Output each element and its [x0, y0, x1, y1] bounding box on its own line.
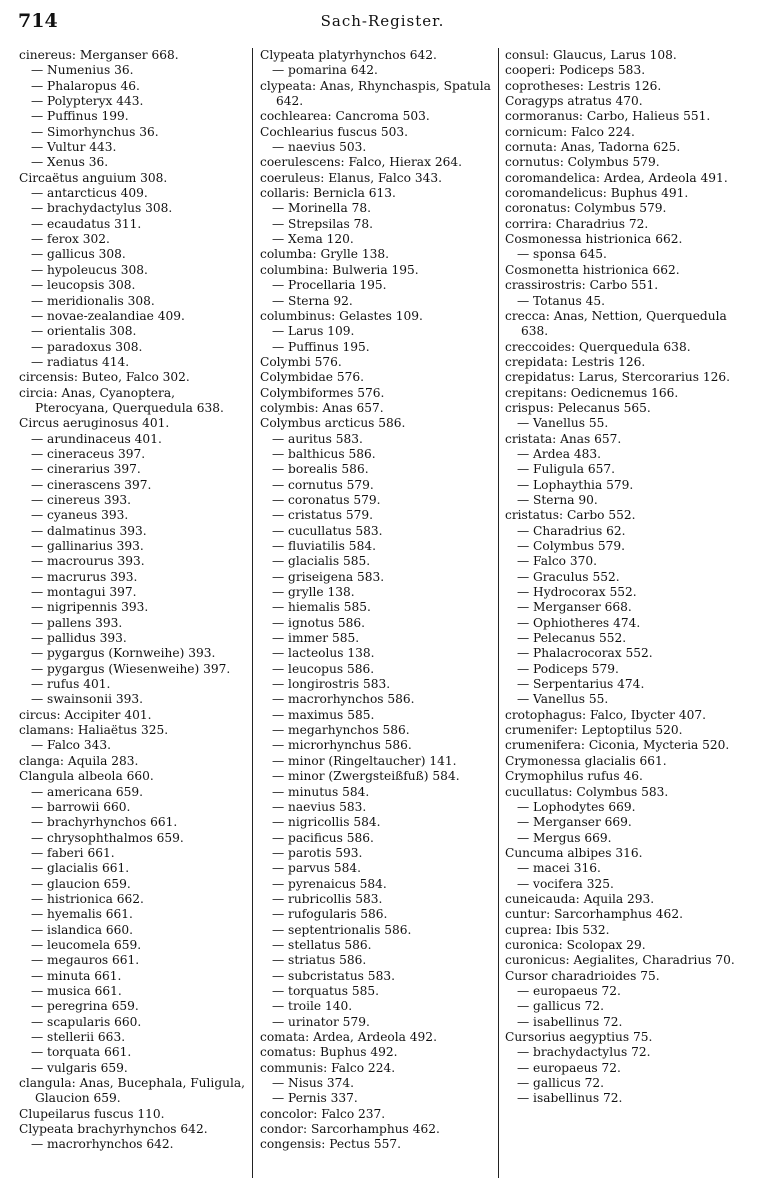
index-entry: — Colymbus 579.: [517, 539, 625, 553]
index-entry: — rufogularis 586.: [272, 907, 388, 922]
index-entry: — scapularis 660.: [31, 1014, 142, 1029]
index-entry: — hyemalis 661.: [31, 907, 133, 922]
index-entry: — balthicus 586.: [272, 446, 376, 461]
index-entry: cinereus: Merganser 668.: [19, 48, 179, 62]
index-entry: — urinator 579.: [272, 1014, 370, 1029]
index-entry: cochlearea: Cancroma 503.: [260, 109, 430, 124]
index-entry: curonica: Scolopax 29.: [505, 937, 646, 952]
index-entry: — Phalacrocorax 552.: [517, 646, 653, 661]
index-entry: — leucomela 659.: [31, 937, 142, 952]
index-entry: circus: Accipiter 401.: [19, 707, 152, 722]
column-divider: [252, 48, 253, 1178]
index-entry: — gallicus 72.: [517, 1076, 605, 1091]
index-entry: — pacificus 586.: [272, 830, 374, 845]
index-entry: collaris: Bernicla 613.: [260, 186, 396, 201]
column-divider: [498, 48, 499, 1178]
index-entry: coromandelica: Ardea, Ardeola 491.: [505, 170, 728, 185]
index-entry: — cornutus 579.: [272, 477, 374, 492]
index-entry: cornuta: Anas, Tadorna 625.: [505, 140, 681, 155]
index-entry: — Mergus 669.: [517, 830, 612, 845]
index-entry: — Numenius 36.: [31, 63, 134, 78]
page-number: 714: [18, 10, 58, 32]
index-entry: — leucopus 586.: [272, 661, 375, 676]
index-entry: — macrorhynchos 586.: [272, 692, 415, 707]
index-entry: consul: Glaucus, Larus 108.: [505, 48, 677, 62]
index-entry: Cosmonetta histrionica 662.: [505, 262, 680, 277]
index-entry: crumenifer: Leptoptilus 520.: [505, 723, 683, 738]
index-entry: coromandelicus: Buphus 491.: [505, 186, 689, 201]
index-entry: — ferox 302.: [31, 232, 110, 247]
index-entry: — troile 140.: [272, 999, 353, 1014]
index-entry: Cosmonessa histrionica 662.: [505, 232, 683, 247]
index-entry: — striatus 586.: [272, 953, 367, 968]
index-entry: — minutus 584.: [272, 784, 370, 799]
index-entry: — chrysophthalmos 659.: [31, 830, 184, 845]
index-entry: crumenifera: Ciconia, Mycteria 520.: [505, 738, 730, 753]
index-entry: cristatus: Carbo 552.: [505, 508, 636, 523]
index-entry: — lacteolus 138.: [272, 646, 375, 661]
index-entry: crepitans: Oedicnemus 166.: [505, 385, 679, 400]
index-entry: — peregrina 659.: [31, 999, 139, 1014]
index-entry: coeruleus: Elanus, Falco 343.: [260, 170, 442, 185]
index-entry: — gallicus 308.: [31, 247, 126, 262]
index-entry: — naevius 503.: [272, 140, 367, 155]
index-entry: Circus aeruginosus 401.: [19, 416, 170, 431]
index-entry: Cochlearius fuscus 503.: [260, 124, 408, 139]
index-entry: — macei 316.: [517, 861, 601, 876]
index-entry: — sponsa 645.: [517, 247, 607, 262]
index-entry: — naevius 583.: [272, 799, 367, 814]
index-entry: — maximus 585.: [272, 707, 375, 722]
index-entry: — leucopsis 308.: [31, 278, 136, 293]
index-entry: Crymophilus rufus 46.: [505, 769, 643, 784]
index-entry: — pygargus (Kornweihe) 393.: [31, 646, 216, 661]
index-entry: — cristatus 579.: [272, 508, 374, 523]
index-entry: — Graculus 552.: [517, 569, 620, 584]
index-entry: — macrurus 393.: [31, 569, 138, 584]
index-entry: — Vultur 443.: [31, 140, 117, 155]
index-entry: — Serpentarius 474.: [517, 677, 645, 692]
index-entry: comatus: Buphus 492.: [260, 1045, 398, 1060]
index-entry: — europaeus 72.: [517, 1060, 621, 1075]
index-entry: — antarcticus 409.: [31, 186, 148, 201]
index-entry: comata: Ardea, Ardeola 492.: [260, 1030, 437, 1044]
index-entry: Colymbi 576.: [260, 354, 342, 369]
index-entry: — musica 661.: [31, 983, 122, 998]
index-entry: crotophagus: Falco, Ibycter 407.: [505, 707, 707, 722]
index-entry: Cursor charadrioides 75.: [505, 968, 660, 983]
index-entry: — Sterna 90.: [517, 492, 598, 507]
index-entry: crassirostris: Carbo 551.: [505, 278, 659, 293]
index-entry: — torquatus 585.: [272, 983, 380, 998]
index-entry: — arundinaceus 401.: [31, 431, 162, 446]
index-entry: — minuta 661.: [31, 968, 122, 983]
index-entry: — brachyrhynchos 661.: [31, 815, 178, 830]
index-entry: — parotis 593.: [272, 845, 363, 860]
index-entry: — septentrionalis 586.: [272, 922, 412, 937]
index-entry: circensis: Buteo, Falco 302.: [19, 370, 190, 385]
index-entry: crecca: Anas, Nettion, Querquedula 638.: [505, 308, 727, 339]
index-entry: crepidata: Lestris 126.: [505, 354, 646, 369]
index-entry: — Falco 343.: [31, 738, 112, 753]
index-entry: — vulgaris 659.: [31, 1060, 128, 1075]
index-entry: — minor (Zwergsteißfuß) 584.: [272, 769, 460, 784]
index-entry: — isabellinus 72.: [517, 1091, 623, 1106]
index-entry: — macrourus 393.: [31, 554, 145, 569]
index-entry: — Simorhynchus 36.: [31, 124, 159, 139]
index-entry: — hiemalis 585.: [272, 600, 371, 615]
index-entry: — glacialis 585.: [272, 554, 371, 569]
index-entry: Clypeata brachyrhynchos 642.: [19, 1122, 208, 1137]
index-entry: — Podiceps 579.: [517, 661, 619, 676]
index-entry: Crymonessa glacialis 661.: [505, 753, 667, 768]
index-entry: coprotheses: Lestris 126.: [505, 78, 662, 93]
index-entry: — vocifera 325.: [517, 876, 614, 891]
index-entry: — Falco 370.: [517, 554, 598, 569]
index-entry: — immer 585.: [272, 631, 360, 646]
index-column-2: [260, 48, 492, 1153]
index-entry: congensis: Pectus 557.: [260, 1137, 401, 1152]
index-entry: — Larus 109.: [272, 324, 355, 339]
index-entry: — Morinella 78.: [272, 201, 371, 216]
index-entry: — subcristatus 583.: [272, 968, 395, 983]
index-entry: — histrionica 662.: [31, 891, 144, 906]
index-entry: — Fuligula 657.: [517, 462, 615, 477]
index-entry: condor: Sarcorhamphus 462.: [260, 1122, 440, 1137]
index-entry: — radiatus 414.: [31, 354, 130, 369]
index-entry: — megauros 661.: [31, 953, 140, 968]
index-entry: crepidatus: Larus, Stercorarius 126.: [505, 370, 731, 385]
index-entry: — borealis 586.: [272, 462, 369, 477]
index-entry: — americana 659.: [31, 784, 144, 799]
index-entry: — faberi 661.: [31, 845, 115, 860]
index-entry: — nigricollis 584.: [272, 815, 381, 830]
index-entry: Colymbidae 576.: [260, 370, 364, 385]
index-entry: — hypoleucus 308.: [31, 262, 148, 277]
index-entry: — megarhynchos 586.: [272, 723, 410, 738]
index-entry: — ecaudatus 311.: [31, 216, 142, 231]
page-header: [18, 10, 747, 38]
index-entry: — cineraceus 397.: [31, 446, 146, 461]
index-entry: cormoranus: Carbo, Halieus 551.: [505, 109, 711, 124]
index-entry: cornicum: Falco 224.: [505, 124, 635, 139]
index-entry: — macrorhynchos 642.: [31, 1137, 174, 1152]
index-entry: — cinerascens 397.: [31, 477, 152, 492]
index-entry: — Hydrocorax 552.: [517, 585, 637, 600]
index-entry: — longirostris 583.: [272, 677, 391, 692]
index-entry: — isabellinus 72.: [517, 1014, 623, 1029]
index-entry: — minor (Ringeltaucher) 141.: [272, 753, 457, 768]
index-entry: concolor: Falco 237.: [260, 1106, 386, 1121]
index-entry: — islandica 660.: [31, 922, 134, 937]
index-entry: — Vanellus 55.: [517, 416, 609, 431]
index-entry: cristata: Anas 657.: [505, 431, 622, 446]
index-entry: — Charadrius 62.: [517, 523, 626, 538]
index-entry: — pallidus 393.: [31, 631, 127, 646]
index-entry: — europaeus 72.: [517, 983, 621, 998]
index-entry: — Xema 120.: [272, 232, 354, 247]
index-entry: — swainsonii 393.: [31, 692, 144, 707]
index-entry: — paradoxus 308.: [31, 339, 143, 354]
index-entry: — Totanus 45.: [517, 293, 605, 308]
index-column-1: [19, 48, 247, 1153]
index-entry: — stellatus 586.: [272, 937, 372, 952]
index-entry: — montagui 397.: [31, 585, 137, 600]
index-entry: — auritus 583.: [272, 431, 363, 446]
index-entry: cornutus: Colymbus 579.: [505, 155, 660, 170]
index-entry: Clupeilarus fuscus 110.: [19, 1106, 165, 1121]
index-entry: — Xenus 36.: [31, 155, 109, 170]
index-entry: clypeata: Anas, Rhynchaspis, Spatula 642.: [260, 78, 491, 109]
index-entry: — Strepsilas 78.: [272, 216, 373, 231]
index-entry: cucullatus: Colymbus 583.: [505, 784, 669, 799]
index-entry: — dalmatinus 393.: [31, 523, 147, 538]
index-entry: — ignotus 586.: [272, 615, 365, 630]
index-entry: cooperi: Podiceps 583.: [505, 63, 646, 78]
index-entry: clamans: Haliaëtus 325.: [19, 723, 169, 738]
index-entry: — Lophaythia 579.: [517, 477, 634, 492]
index-entry: — orientalis 308.: [31, 324, 137, 339]
index-entry: circia: Anas, Cyanoptera, Pterocyana, Querquedula 638.: [19, 385, 224, 415]
index-entry: — rufus 401.: [31, 677, 111, 692]
index-entry: Colymbiformes 576.: [260, 385, 385, 400]
index-entry: — cinerarius 397.: [31, 462, 141, 477]
index-entry: — Sterna 92.: [272, 293, 353, 308]
index-entry: — Procellaria 195.: [272, 278, 387, 293]
index-entry: coronatus: Colymbus 579.: [505, 201, 667, 216]
index-entry: — nigripennis 393.: [31, 600, 149, 615]
index-entry: columbina: Bulweria 195.: [260, 262, 419, 277]
index-entry: — barrowii 660.: [31, 799, 131, 814]
index-entry: corrira: Charadrius 72.: [505, 216, 649, 231]
index-entry: columba: Grylle 138.: [260, 247, 389, 262]
index-entry: — pygargus (Wiesenweihe) 397.: [31, 661, 231, 676]
index-entry: — Phalaropus 46.: [31, 78, 140, 93]
index-entry: columbinus: Gelastes 109.: [260, 308, 423, 323]
index-entry: Cursorius aegyptius 75.: [505, 1030, 653, 1044]
running-head: Sach-Register.: [320, 12, 445, 30]
index-entry: — coronatus 579.: [272, 492, 381, 507]
index-entry: — microrhynchus 586.: [272, 738, 412, 753]
index-entry: — Pernis 337.: [272, 1091, 358, 1106]
index-entry: Clypeata platyrhynchos 642.: [260, 48, 437, 62]
index-entry: — meridionalis 308.: [31, 293, 155, 308]
index-entry: — Merganser 668.: [517, 600, 632, 615]
index-entry: — cinereus 393.: [31, 492, 131, 507]
index-entry: curonicus: Aegialites, Charadrius 70.: [505, 953, 735, 968]
index-entry: — fluviatilis 584.: [272, 539, 376, 553]
index-entry: Colymbus arcticus 586.: [260, 416, 406, 431]
index-entry: Circaëtus anguium 308.: [19, 170, 168, 185]
index-column-3: [505, 48, 749, 1107]
index-entry: — pomarina 642.: [272, 63, 378, 78]
index-entry: — brachydactylus 72.: [517, 1045, 651, 1060]
index-entry: — rubricollis 583.: [272, 891, 383, 906]
index-entry: — Puffinus 199.: [31, 109, 129, 124]
index-entry: — glacialis 661.: [31, 861, 130, 876]
index-entry: — gallinarius 393.: [31, 539, 144, 553]
index-entry: — stellerii 663.: [31, 1030, 126, 1044]
index-entry: — Ardea 483.: [517, 446, 601, 461]
index-entry: — Nisus 374.: [272, 1076, 354, 1091]
index-entry: — Merganser 669.: [517, 815, 632, 830]
index-entry: — gallicus 72.: [517, 999, 605, 1014]
index-entry: Clangula albeola 660.: [19, 769, 154, 784]
index-entry: cuneicauda: Aquila 293.: [505, 891, 655, 906]
index-entry: Cuncuma albipes 316.: [505, 845, 643, 860]
index-entry: creccoides: Querquedula 638.: [505, 339, 691, 354]
index-entry: — cucullatus 583.: [272, 523, 383, 538]
index-entry: — Lophodytes 669.: [517, 799, 636, 814]
index-entry: coerulescens: Falco, Hierax 264.: [260, 155, 462, 170]
index-entry: — grylle 138.: [272, 585, 355, 600]
index-entry: crispus: Pelecanus 565.: [505, 400, 651, 415]
index-entry: — Vanellus 55.: [517, 692, 609, 707]
index-entry: — torquata 661.: [31, 1045, 132, 1060]
index-entry: cuntur: Sarcorhamphus 462.: [505, 907, 683, 922]
index-entry: — pyrenaicus 584.: [272, 876, 387, 891]
index-entry: Coragyps atratus 470.: [505, 94, 643, 109]
index-entry: clanga: Aquila 283.: [19, 753, 139, 768]
index-entry: communis: Falco 224.: [260, 1060, 396, 1075]
index-entry: cuprea: Ibis 532.: [505, 922, 610, 937]
index-entry: — Ophiotheres 474.: [517, 615, 641, 630]
index-entry: — glaucion 659.: [31, 876, 131, 891]
index-entry: — novae-zealandiae 409.: [31, 308, 185, 323]
index-entry: — Puffinus 195.: [272, 339, 370, 354]
index-entry: — parvus 584.: [272, 861, 361, 876]
index-entry: — griseigena 583.: [272, 569, 385, 584]
index-entry: — pallens 393.: [31, 615, 123, 630]
index-entry: clangula: Anas, Bucephala, Fuligula, Glaucion 659.: [19, 1076, 246, 1106]
index-entry: colymbis: Anas 657.: [260, 400, 384, 415]
index-entry: — cyaneus 393.: [31, 508, 129, 523]
index-entry: — Polypteryx 443.: [31, 94, 144, 109]
index-entry: — brachydactylus 308.: [31, 201, 173, 216]
index-entry: — Pelecanus 552.: [517, 631, 627, 646]
